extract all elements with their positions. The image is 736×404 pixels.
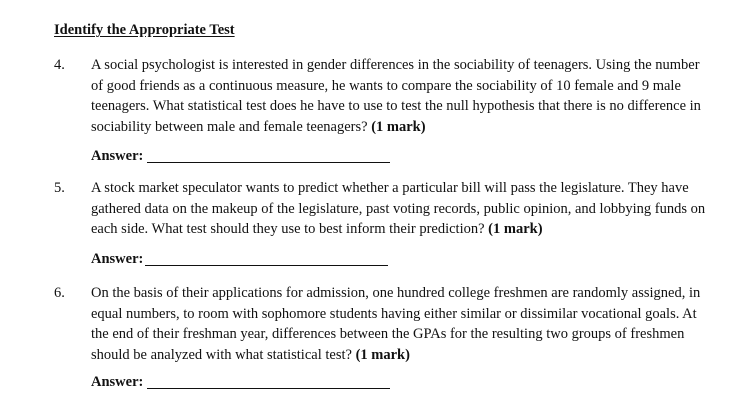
- question-text: [91, 178, 717, 240]
- question-line: gathered data on the makeup of the legislature, past voting records, public opinion, and lobbying funds on: [91, 200, 706, 217]
- question-line-last: [91, 117, 717, 138]
- question-line-last: [91, 219, 717, 240]
- question-line: the end of their freshman year, differences between the GPAs for the resulting two groups of freshmen: [91, 326, 685, 342]
- answer-label: Answer:: [91, 148, 144, 164]
- question-line: equal numbers, to room with sophomore students having either similar or dissimilar vocational goals. At: [91, 305, 697, 322]
- question-line: each side. What test should they use to best inform their prediction?: [91, 221, 489, 237]
- question-line: A stock market speculator wants to predict whether a particular bill will pass the legislature. They have: [91, 180, 689, 196]
- question-text: [91, 283, 717, 365]
- question-line: sociability between male and female teenagers?: [91, 118, 372, 135]
- marks-label: (1 mark): [371, 118, 426, 135]
- question-line: A social psychologist is interested in gender differences in the sociability of teenagers. Using the number: [91, 57, 700, 73]
- marks-label: (1 mark): [488, 221, 543, 237]
- question-line: On the basis of their applications for admission, one hundred college freshmen are randomly assigned, in: [91, 285, 701, 301]
- question-line: teenagers. What statistical test does he have to use to test the null hypothesis that there is no difference in: [91, 98, 701, 114]
- question-line: should be analyzed with what statistical test?: [91, 346, 356, 363]
- marks-label: (1 mark): [355, 346, 410, 363]
- answer-label: Answer:: [91, 251, 144, 267]
- question-text: [91, 55, 717, 137]
- question-line: of good friends as a continuous measure, he wants to compare the sociability of 10 female and 9 male: [91, 77, 681, 94]
- worksheet-heading: Identify the Appropriate Test: [54, 22, 235, 38]
- answer-blank-line[interactable]: [147, 388, 390, 389]
- question-line-last: [91, 345, 717, 366]
- question-number: 5.: [54, 180, 65, 196]
- question-number: 4.: [54, 57, 65, 73]
- answer-label: Answer:: [91, 374, 144, 390]
- question-number: 6.: [54, 285, 65, 301]
- answer-blank-line[interactable]: [145, 265, 388, 266]
- answer-blank-line[interactable]: [147, 162, 390, 163]
